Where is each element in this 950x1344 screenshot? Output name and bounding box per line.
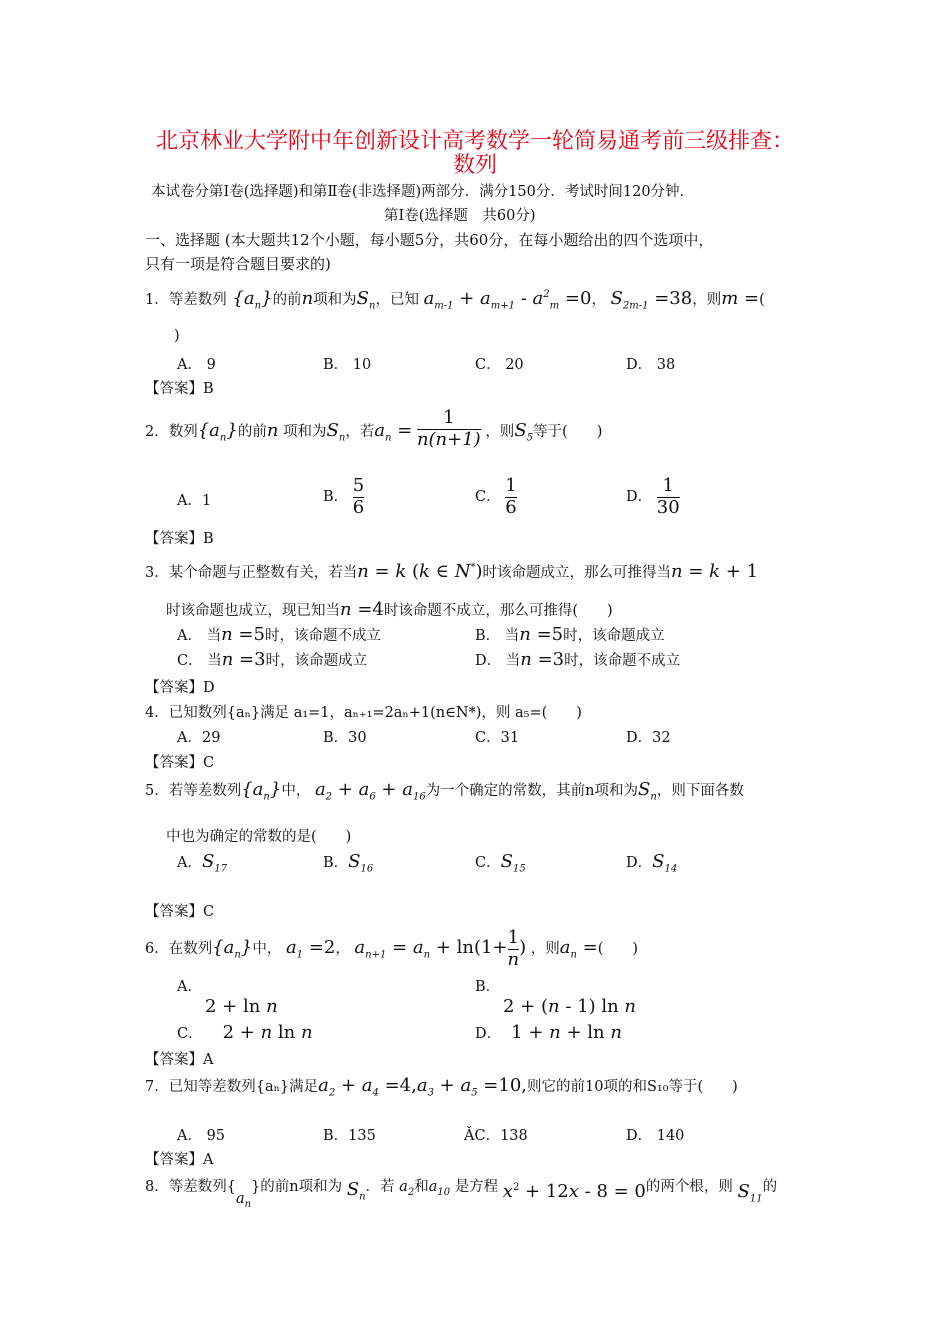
q1-answer: 【答案】B <box>145 381 214 397</box>
q5-option-b: B．$S_{16}$ <box>323 851 374 875</box>
q7-option-c: ǍC．138 <box>464 1128 528 1144</box>
document-title-line2: 数列 <box>452 153 497 178</box>
question-6: 6．在数列$\{a_n\}$中， $a_1 =2$， $a_{n+1} = a_n + \ln(1+$ $\frac{1}{n}$ ) ，则$a_n$ =( ) <box>145 927 639 970</box>
q3-option-a: A． 当n =5时，该命题不成立 <box>177 624 381 645</box>
q7-answer: 【答案】A <box>145 1152 214 1168</box>
q4-option-b: B．30 <box>323 730 367 746</box>
question-5-cont: 中也为确定的常数的是( ) <box>166 829 352 845</box>
q6-answer: 【答案】A <box>145 1052 214 1068</box>
q1-option-a: A． 9 <box>177 357 216 373</box>
question-4: 4．已知数列{aₙ}满足 a₁=1，aₙ₊₁=2aₙ+1(n∈N*)，则 a₅=( ) <box>145 705 582 721</box>
section-heading-cont: 只有一项是符合题目要求的) <box>145 255 331 273</box>
q7-option-a: A． 95 <box>177 1128 226 1144</box>
exam-description: 本试卷分第Ⅰ卷(选择题)和第Ⅱ卷(非选择题)两部分．满分150分．考试时间120分钟． <box>151 184 695 200</box>
q6-option-b: B． 2 + (n - 1) ln n <box>475 979 636 1017</box>
q7-option-d: D． 140 <box>626 1128 685 1144</box>
question-1: 1．等差数列 $\{a_n\}$的前n项和为$S_n$，已知 $a_{m-1} + a_{m+1} - a^2_m =0$， $S_{2m-1} =38$，则m =( <box>145 288 765 312</box>
q3-answer: 【答案】D <box>145 680 215 696</box>
q4-option-d: D．32 <box>626 730 671 746</box>
q2-option-b: B． $\frac{5}{6}$ <box>323 475 365 518</box>
q1-option-c: C． 20 <box>475 357 524 373</box>
q3-option-c: C． 当n =3时，该命题成立 <box>177 649 368 670</box>
q2-option-c: C． $\frac{1}{6}$ <box>475 475 517 518</box>
q5-option-c: C．$S_{15}$ <box>475 851 526 875</box>
q1-option-d: D． 38 <box>626 357 676 373</box>
question-3-cont: 时该命题也成立，现已知当n =4时该命题不成立，那么可推得( ) <box>166 599 613 620</box>
q5-answer: 【答案】C <box>145 904 215 920</box>
question-5: 5．若等差数列$\{a_n\}$中， $a_2 + a_6 + a_{16}$为一个确定的常数，其前n项和为$S_n$，则下面各数 <box>145 779 744 803</box>
question-2: 2．数列$\{a_n\}$的前n 项和为$S_n$，若$a_n$ = $\frac{1}{n(n+1)}$ ，则$S_5$等于( ) <box>145 407 603 450</box>
q2-option-d: D． $\frac{1}{30}$ <box>626 475 680 518</box>
section-heading: 一、选择题 (本大题共12个小题，每小题5分，共60分，在每小题给出的四个选项中， <box>145 231 714 249</box>
question-1-cont: ) <box>174 328 180 344</box>
document-title-line1: 北京林业大学附中年创新设计高考数学一轮简易通考前三级排查： <box>155 129 794 154</box>
q2-answer: 【答案】B <box>145 531 214 547</box>
q6-option-d: D． 1 + n + ln n <box>475 1022 622 1043</box>
part-one-heading: 第Ⅰ卷(选择题 共60分) <box>384 208 536 224</box>
q5-option-d: D．$S_{14}$ <box>626 851 678 875</box>
question-7: 7．已知等差数列{aₙ}满足$a_2 + a_4 =4,a_3 + a_5 =10$,则它的前10项的和S₁₀等于( ) <box>145 1075 738 1099</box>
q4-option-c: C．31 <box>475 730 520 746</box>
question-8: 8．等差数列$\{a_n\}$的前n项和为 $S_n$．若 $a_2$和$a_{10}$ 是方程 $x^2 + 12x - 8 = 0$的两个根，则 $S_{11}$的 <box>145 1179 778 1210</box>
q3-option-b: B． 当n =5时，该命题成立 <box>475 624 665 645</box>
q6-option-a: A． 2 + ln n <box>177 979 278 1017</box>
q4-option-a: A．29 <box>177 730 221 746</box>
q6-option-c: C． 2 + n ln n <box>177 1022 313 1043</box>
q3-option-d: D． 当n =3时，该命题不成立 <box>475 649 681 670</box>
q4-answer: 【答案】C <box>145 755 215 771</box>
q5-option-a: A．$S_{17}$ <box>177 851 228 875</box>
q2-option-a: A．1 <box>177 493 212 509</box>
question-3: 3．某个命题与正整数有关，若当n = k (k ∈ N*)时该命题成立，那么可推得当n = k + 1 <box>145 561 759 582</box>
q7-option-b: B．135 <box>323 1128 376 1144</box>
q1-option-b: B． 10 <box>323 357 372 373</box>
